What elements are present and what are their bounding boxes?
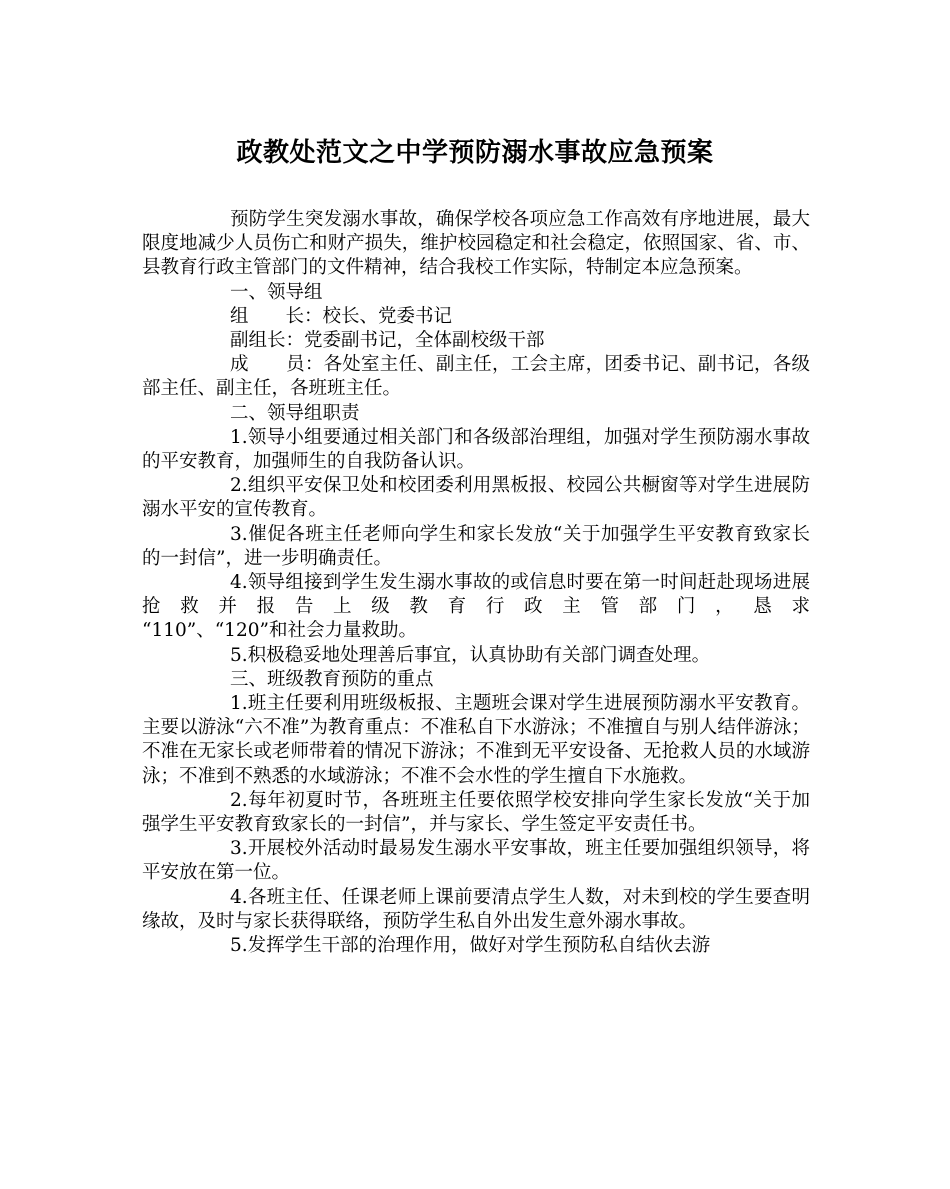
duty-item-1: 1.领导小组要通过相关部门和各级部治理组，加强对学生预防溺水事故的平安教育，加强师生的自我防备认识。: [142, 426, 810, 473]
role-deputy-leader: 副组长：党委副书记，全体副校级干部: [230, 330, 545, 352]
document-title: 政教处范文之中学预防溺水事故应急预案: [236, 138, 714, 168]
class-item-3: 3.开展校外活动时最易发生溺水平安事故，班主任要加强组织领导，将平安放在第一位。: [142, 838, 810, 884]
class-item-5: 5.发挥学生干部的治理作用，做好对学生预防私自结伙去游: [230, 935, 711, 957]
heading-class-prevention: 三、班级教育预防的重点: [230, 668, 434, 690]
duty-item-4: 4.领导组接到学生发生溺水事故的或信息时要在第一时间赶赴现场进展抢救并报告上级教育行政主管部门，恳求: [142, 572, 810, 618]
class-item-1: 1.班主任要利用班级板报、主题班会课对学生进展预防溺水平安教育。主要以游泳“六不准”为教育重点：不准私自下水游泳；不准擅自与别人结伴游泳；不准在无家长或老师带着的情况下游泳；不准到无平安设备、无抢救人员的水域游泳；不准到不熟悉的水域游泳；不准不会水性的学生擅自下水施救。: [142, 693, 810, 787]
class-item-2: 2.每年初夏时节，各班班主任要依照学校安排向学生家长发放“关于加强学生平安教育致家长的一封信”，并与家长、学生签定平安责任书。: [142, 789, 810, 836]
role-members: 成 员：各处室主任、副主任，工会主席，团委书记、副书记，各级部主任、副主任，各班班主任。: [142, 354, 810, 400]
document-body: [142, 208, 810, 958]
role-group-leader: 组 长：校长、党委书记: [230, 305, 453, 327]
duty-item-4-continued: “110”、“120”和社会力量救助。: [142, 620, 417, 642]
heading-leadership-duties: 二、领导组职责: [230, 402, 360, 424]
duty-item-2: 2.组织平安保卫处和校团委利用黑板报、校园公共橱窗等对学生进展防溺水平安的宣传教育。: [142, 475, 810, 521]
paragraph-intro: 预防学生突发溺水事故，确保学校各项应急工作高效有序地进展，最大限度地减少人员伤亡和财产损失，维护校园稳定和社会稳定，依照国家、省、市、县教育行政主管部门的文件精神，结合我校工作实际，特制定本应急预案。: [142, 209, 810, 279]
class-item-4: 4.各班主任、任课老师上课前要清点学生人数，对未到校的学生要查明缘故，及时与家长获得联络，预防学生私自外出发生意外溺水事故。: [142, 886, 810, 932]
duty-item-3: 3.催促各班主任老师向学生和家长发放“关于加强学生平安教育致家长的一封信”，进一步明确责任。: [142, 523, 810, 569]
heading-leadership-group: 一、领导组: [230, 281, 323, 303]
duty-item-5: 5.积极稳妥地处理善后事宜，认真协助有关部门调查处理。: [230, 644, 711, 666]
